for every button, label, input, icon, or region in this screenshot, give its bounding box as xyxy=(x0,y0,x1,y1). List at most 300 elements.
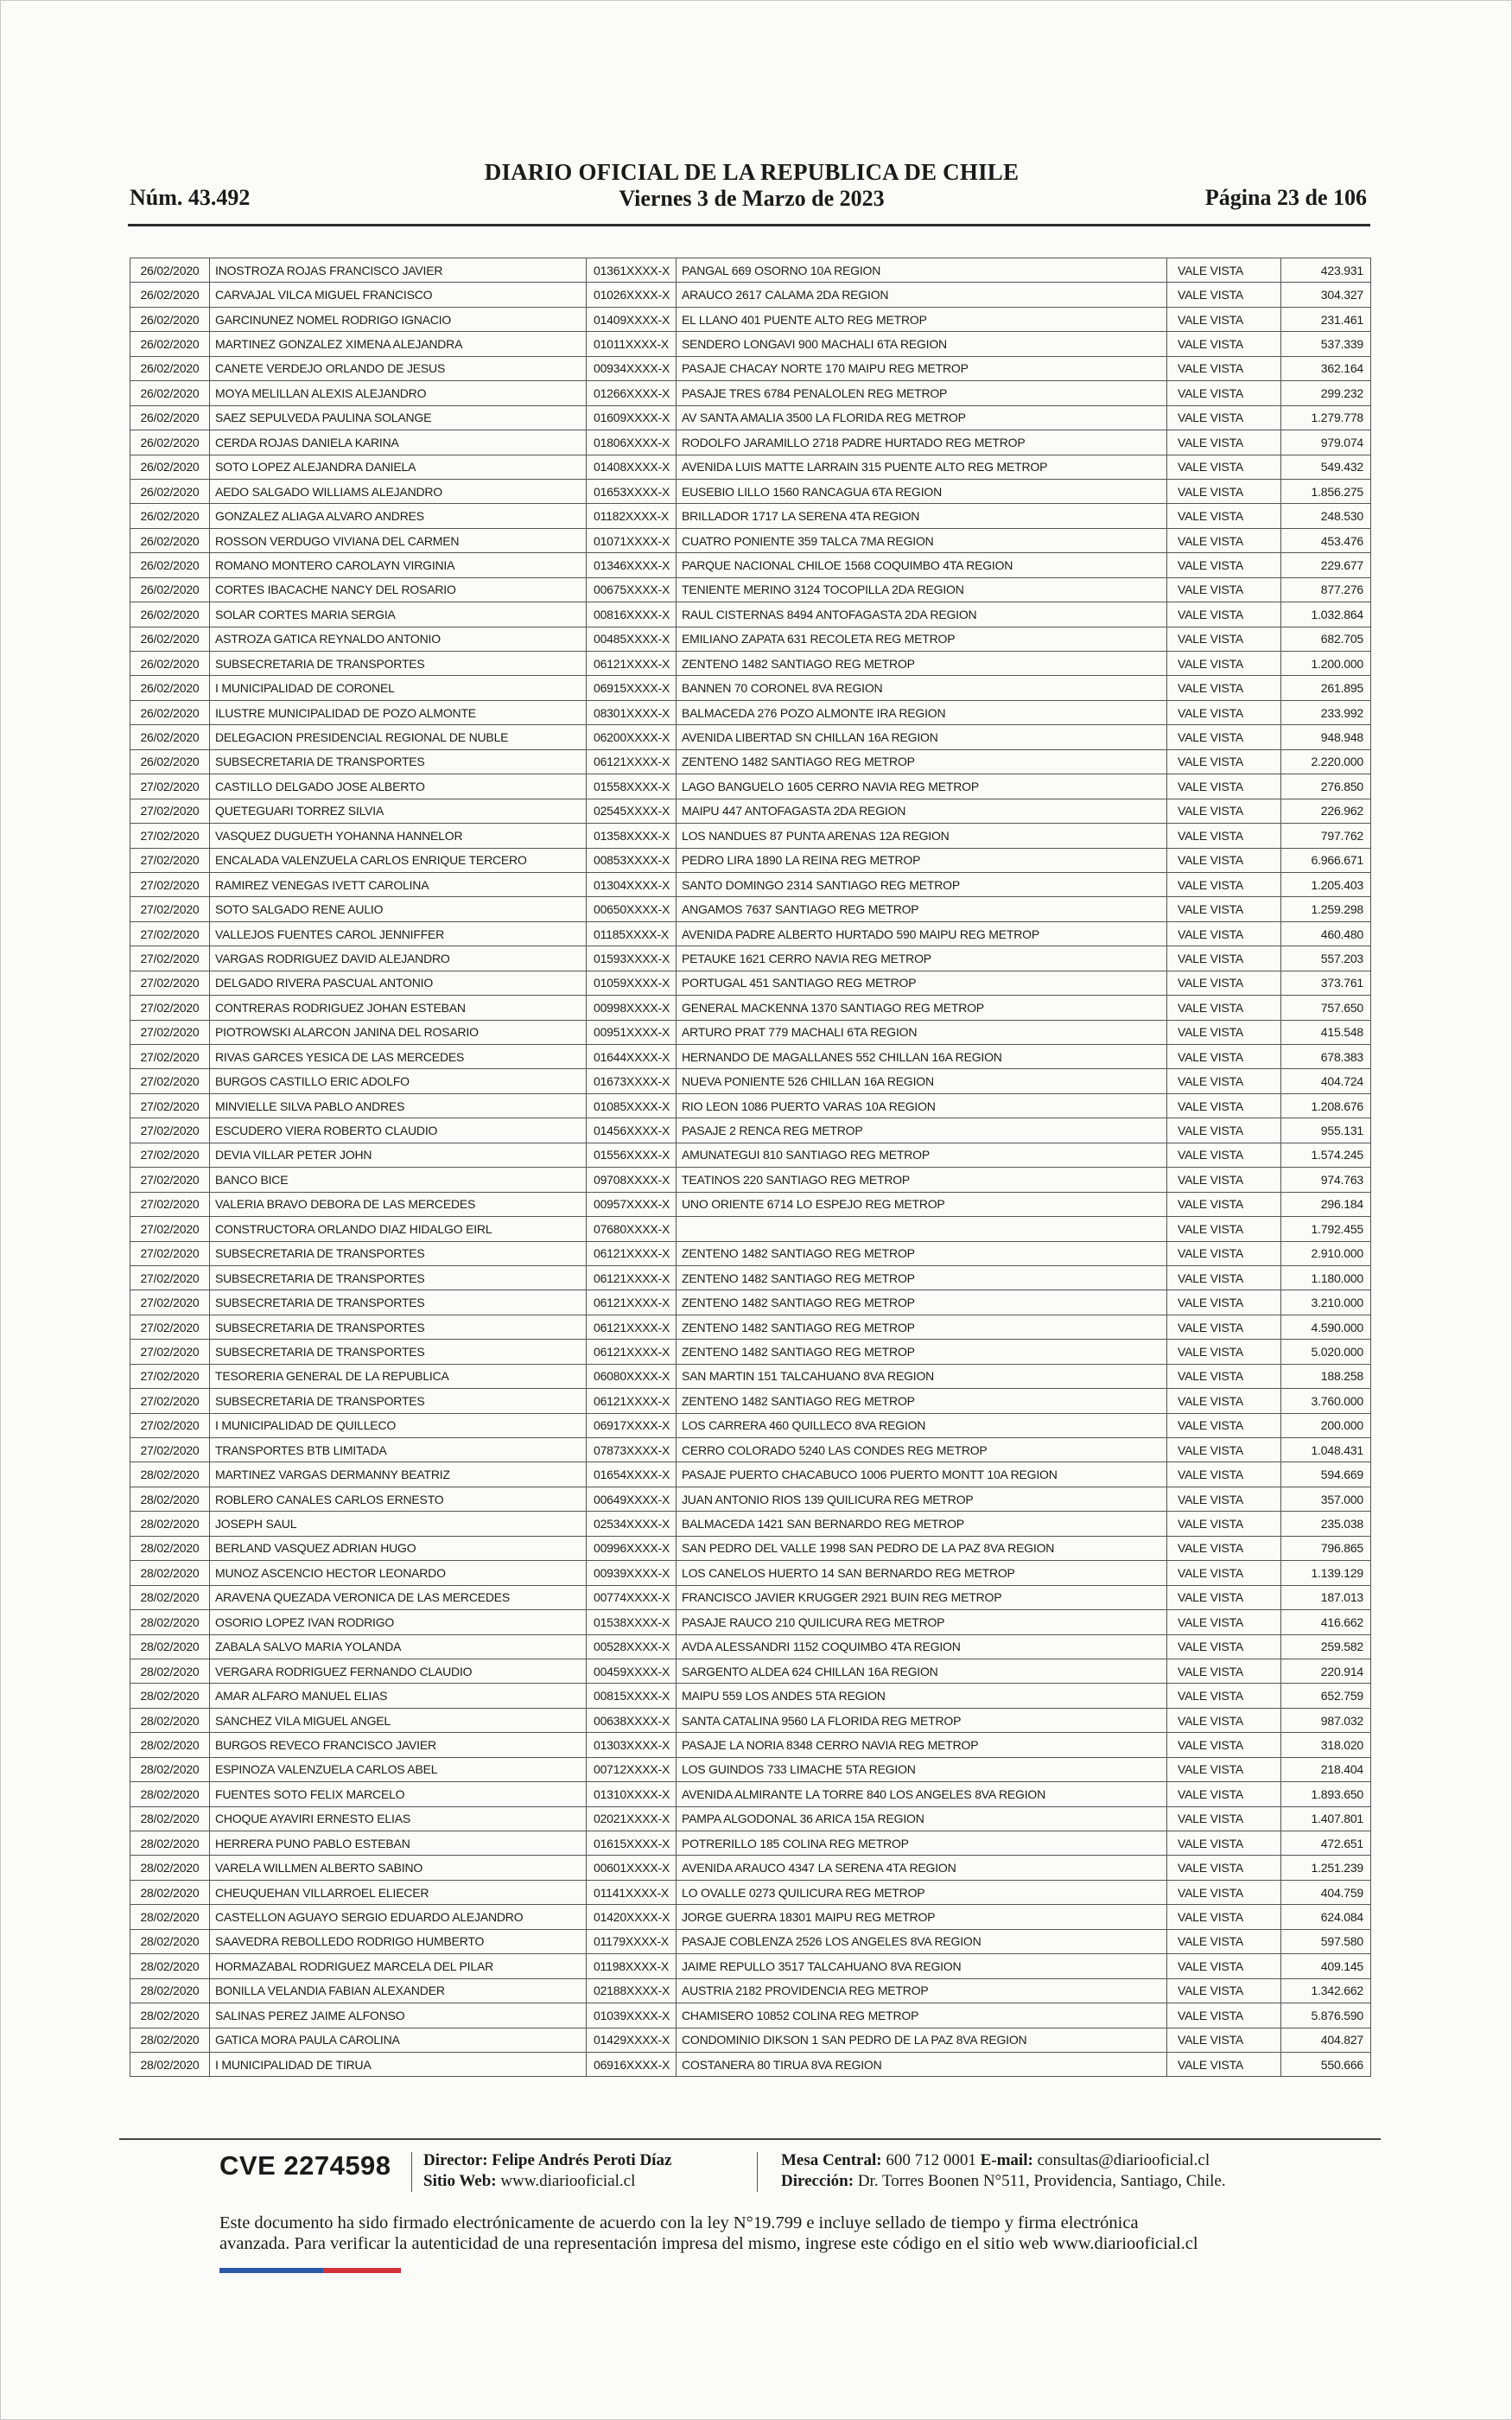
table-row xyxy=(130,1831,1371,1856)
beneficiary-rut-cell: 01179XXXX-X xyxy=(587,1929,677,1953)
beneficiary-rut-cell: 02545XXXX-X xyxy=(587,799,677,823)
beneficiary-address-cell: UNO ORIENTE 6714 LO ESPEJO REG METROP xyxy=(677,1192,1167,1216)
payment-method-cell: VALE VISTA xyxy=(1167,946,1281,971)
beneficiary-rut-cell: 00957XXXX-X xyxy=(587,1192,677,1216)
beneficiary-address-cell: LAGO BANGUELO 1605 CERRO NAVIA REG METROP xyxy=(677,774,1167,799)
table-row xyxy=(130,1929,1371,1953)
payment-method-cell: VALE VISTA xyxy=(1167,2052,1281,2076)
payment-amount-cell: 248.530 xyxy=(1281,504,1371,528)
payment-date-cell: 26/02/2020 xyxy=(130,430,210,455)
payment-date-cell: 27/02/2020 xyxy=(130,971,210,995)
payment-date-cell: 28/02/2020 xyxy=(130,1929,210,1953)
payment-amount-cell: 1.342.662 xyxy=(1281,1978,1371,2003)
payment-date-cell: 28/02/2020 xyxy=(130,1880,210,1904)
payment-date-cell: 26/02/2020 xyxy=(130,356,210,380)
payment-method-cell: VALE VISTA xyxy=(1167,258,1281,283)
table-row xyxy=(130,676,1371,700)
payment-amount-cell: 550.666 xyxy=(1281,2052,1371,2076)
payment-method-cell: VALE VISTA xyxy=(1167,799,1281,823)
table-row xyxy=(130,2003,1371,2028)
payment-method-cell: VALE VISTA xyxy=(1167,1241,1281,1265)
beneficiary-name-cell: SOTO LOPEZ ALEJANDRA DANIELA xyxy=(210,455,587,479)
beneficiary-address-cell: GENERAL MACKENNA 1370 SANTIAGO REG METROP xyxy=(677,996,1167,1020)
beneficiary-rut-cell: 00853XXXX-X xyxy=(587,848,677,872)
beneficiary-name-cell: HORMAZABAL RODRIGUEZ MARCELA DEL PILAR xyxy=(210,1954,587,1978)
beneficiary-address-cell: PASAJE LA NORIA 8348 CERRO NAVIA REG METROP xyxy=(677,1733,1167,1757)
beneficiary-address-cell: AV SANTA AMALIA 3500 LA FLORIDA REG METROP xyxy=(677,405,1167,430)
payment-amount-cell: 652.759 xyxy=(1281,1684,1371,1708)
table-row xyxy=(130,1684,1371,1708)
payment-date-cell: 28/02/2020 xyxy=(130,2052,210,2076)
beneficiary-rut-cell: 01310XXXX-X xyxy=(587,1782,677,1806)
payment-method-cell: VALE VISTA xyxy=(1167,1340,1281,1364)
payment-amount-cell: 877.276 xyxy=(1281,577,1371,602)
issue-number: Núm. 43.492 xyxy=(130,185,251,210)
payment-amount-cell: 955.131 xyxy=(1281,1118,1371,1143)
payment-date-cell: 27/02/2020 xyxy=(130,921,210,946)
beneficiary-address-cell: JUAN ANTONIO RIOS 139 QUILICURA REG METROP xyxy=(677,1487,1167,1511)
beneficiary-address-cell: AVENIDA ALMIRANTE LA TORRE 840 LOS ANGELES 8VA REGION xyxy=(677,1782,1167,1806)
beneficiary-rut-cell: 06916XXXX-X xyxy=(587,2052,677,2076)
beneficiary-address-cell: HERNANDO DE MAGALLANES 552 CHILLAN 16A REGION xyxy=(677,1045,1167,1069)
footer-rule xyxy=(119,2138,1381,2140)
beneficiary-name-cell: SUBSECRETARIA DE TRANSPORTES xyxy=(210,1290,587,1315)
beneficiary-rut-cell: 01346XXXX-X xyxy=(587,553,677,577)
beneficiary-rut-cell: 01409XXXX-X xyxy=(587,307,677,331)
payment-method-cell: VALE VISTA xyxy=(1167,1069,1281,1093)
beneficiary-address-cell: PETAUKE 1621 CERRO NAVIA REG METROP xyxy=(677,946,1167,971)
table-row xyxy=(130,1438,1371,1462)
beneficiary-name-cell: I MUNICIPALIDAD DE CORONEL xyxy=(210,676,587,700)
table-row xyxy=(130,381,1371,405)
payment-amount-cell: 187.013 xyxy=(1281,1585,1371,1609)
payment-amount-cell: 231.461 xyxy=(1281,307,1371,331)
table-row xyxy=(130,1168,1371,1192)
beneficiary-name-cell: AEDO SALGADO WILLIAMS ALEJANDRO xyxy=(210,479,587,503)
beneficiary-rut-cell: 01593XXXX-X xyxy=(587,946,677,971)
payment-date-cell: 27/02/2020 xyxy=(130,1389,210,1413)
table-row xyxy=(130,946,1371,971)
beneficiary-address-cell: PORTUGAL 451 SANTIAGO REG METROP xyxy=(677,971,1167,995)
payment-amount-cell: 362.164 xyxy=(1281,356,1371,380)
beneficiary-rut-cell: 06200XXXX-X xyxy=(587,725,677,749)
payment-date-cell: 26/02/2020 xyxy=(130,749,210,774)
payment-date-cell: 27/02/2020 xyxy=(130,1438,210,1462)
beneficiary-address-cell: LO OVALLE 0273 QUILICURA REG METROP xyxy=(677,1880,1167,1904)
beneficiary-name-cell: MINVIELLE SILVA PABLO ANDRES xyxy=(210,1093,587,1118)
beneficiary-rut-cell: 01538XXXX-X xyxy=(587,1610,677,1634)
beneficiary-name-cell: OSORIO LOPEZ IVAN RODRIGO xyxy=(210,1610,587,1634)
beneficiary-rut-cell: 09708XXXX-X xyxy=(587,1168,677,1192)
payment-date-cell: 26/02/2020 xyxy=(130,602,210,627)
beneficiary-name-cell: ESCUDERO VIERA ROBERTO CLAUDIO xyxy=(210,1118,587,1143)
payment-method-cell: VALE VISTA xyxy=(1167,774,1281,799)
beneficiary-rut-cell: 08301XXXX-X xyxy=(587,700,677,724)
payment-method-cell: VALE VISTA xyxy=(1167,921,1281,946)
beneficiary-rut-cell: 01026XXXX-X xyxy=(587,283,677,307)
beneficiary-rut-cell: 01456XXXX-X xyxy=(587,1118,677,1143)
payment-date-cell: 26/02/2020 xyxy=(130,652,210,676)
payment-amount-cell: 1.208.676 xyxy=(1281,1093,1371,1118)
beneficiary-address-cell: ANGAMOS 7637 SANTIAGO REG METROP xyxy=(677,897,1167,921)
beneficiary-address-cell: BRILLADOR 1717 LA SERENA 4TA REGION xyxy=(677,504,1167,528)
table-row xyxy=(130,1020,1371,1044)
beneficiary-address-cell: AVDA ALESSANDRI 1152 COQUIMBO 4TA REGION xyxy=(677,1634,1167,1659)
table-row xyxy=(130,1585,1371,1609)
beneficiary-name-cell: CASTELLON AGUAYO SERGIO EDUARDO ALEJANDRO xyxy=(210,1905,587,1929)
payment-date-cell: 27/02/2020 xyxy=(130,897,210,921)
beneficiary-address-cell: LOS CARRERA 460 QUILLECO 8VA REGION xyxy=(677,1413,1167,1437)
beneficiary-name-cell: DELEGACION PRESIDENCIAL REGIONAL DE NUBLE xyxy=(210,725,587,749)
payment-amount-cell: 299.232 xyxy=(1281,381,1371,405)
beneficiary-address-cell: RIO LEON 1086 PUERTO VARAS 10A REGION xyxy=(677,1093,1167,1118)
beneficiary-name-cell: ROSSON VERDUGO VIVIANA DEL CARMEN xyxy=(210,528,587,552)
payment-method-cell: VALE VISTA xyxy=(1167,1561,1281,1585)
payment-method-cell: VALE VISTA xyxy=(1167,1487,1281,1511)
mesa-label: Mesa Central: xyxy=(781,2151,882,2169)
table-row xyxy=(130,1093,1371,1118)
payment-amount-cell: 979.074 xyxy=(1281,430,1371,455)
beneficiary-rut-cell: 01059XXXX-X xyxy=(587,971,677,995)
table-row xyxy=(130,602,1371,627)
beneficiary-name-cell: VERGARA RODRIGUEZ FERNANDO CLAUDIO xyxy=(210,1659,587,1683)
payment-date-cell: 26/02/2020 xyxy=(130,627,210,651)
beneficiary-name-cell: JOSEPH SAUL xyxy=(210,1512,587,1536)
payment-date-cell: 27/02/2020 xyxy=(130,1340,210,1364)
payment-method-cell: VALE VISTA xyxy=(1167,1905,1281,1929)
payments-table-wrap xyxy=(130,258,1370,2077)
table-row xyxy=(130,872,1371,896)
web-link[interactable]: www.diariooficial.cl xyxy=(500,2172,636,2190)
legal-notice xyxy=(219,2213,1291,2254)
beneficiary-name-cell: CONSTRUCTORA ORLANDO DIAZ HIDALGO EIRL xyxy=(210,1217,587,1241)
beneficiary-name-cell: CONTRERAS RODRIGUEZ JOHAN ESTEBAN xyxy=(210,996,587,1020)
payment-method-cell: VALE VISTA xyxy=(1167,381,1281,405)
payment-amount-cell: 1.574.245 xyxy=(1281,1143,1371,1167)
payment-method-cell: VALE VISTA xyxy=(1167,848,1281,872)
payment-date-cell: 27/02/2020 xyxy=(130,799,210,823)
beneficiary-rut-cell: 00951XXXX-X xyxy=(587,1020,677,1044)
payment-amount-cell: 226.962 xyxy=(1281,799,1371,823)
table-row xyxy=(130,824,1371,848)
beneficiary-name-cell: QUETEGUARI TORREZ SILVIA xyxy=(210,799,587,823)
payment-date-cell: 27/02/2020 xyxy=(130,1143,210,1167)
payment-method-cell: VALE VISTA xyxy=(1167,1782,1281,1806)
beneficiary-address-cell: ZENTENO 1482 SANTIAGO REG METROP xyxy=(677,1241,1167,1265)
beneficiary-name-cell: TRANSPORTES BTB LIMITADA xyxy=(210,1438,587,1462)
beneficiary-address-cell: AUSTRIA 2182 PROVIDENCIA REG METROP xyxy=(677,1978,1167,2003)
table-row xyxy=(130,258,1371,283)
beneficiary-name-cell: INOSTROZA ROJAS FRANCISCO JAVIER xyxy=(210,258,587,283)
payment-amount-cell: 1.180.000 xyxy=(1281,1265,1371,1290)
payment-method-cell: VALE VISTA xyxy=(1167,332,1281,356)
beneficiary-address-cell: AMUNATEGUI 810 SANTIAGO REG METROP xyxy=(677,1143,1167,1167)
payment-date-cell: 28/02/2020 xyxy=(130,1782,210,1806)
beneficiary-name-cell: VALERIA BRAVO DEBORA DE LAS MERCEDES xyxy=(210,1192,587,1216)
table-row xyxy=(130,528,1371,552)
payment-method-cell: VALE VISTA xyxy=(1167,1168,1281,1192)
table-row xyxy=(130,504,1371,528)
beneficiary-address-cell: TEATINOS 220 SANTIAGO REG METROP xyxy=(677,1168,1167,1192)
email-link[interactable]: consultas@diariooficial.cl xyxy=(1037,2151,1210,2169)
table-row xyxy=(130,774,1371,799)
payment-amount-cell: 2.910.000 xyxy=(1281,1241,1371,1265)
beneficiary-rut-cell: 01185XXXX-X xyxy=(587,921,677,946)
beneficiary-name-cell: DELGADO RIVERA PASCUAL ANTONIO xyxy=(210,971,587,995)
beneficiary-address-cell xyxy=(677,1217,1167,1241)
payment-method-cell: VALE VISTA xyxy=(1167,1143,1281,1167)
payment-amount-cell: 318.020 xyxy=(1281,1733,1371,1757)
payment-amount-cell: 304.327 xyxy=(1281,283,1371,307)
table-row xyxy=(130,1462,1371,1487)
table-row xyxy=(130,725,1371,749)
beneficiary-address-cell: BANNEN 70 CORONEL 8VA REGION xyxy=(677,676,1167,700)
table-row xyxy=(130,1978,1371,2003)
beneficiary-rut-cell: 06121XXXX-X xyxy=(587,1265,677,1290)
payment-date-cell: 28/02/2020 xyxy=(130,1684,210,1708)
beneficiary-address-cell: JAIME REPULLO 3517 TALCAHUANO 8VA REGION xyxy=(677,1954,1167,1978)
beneficiary-name-cell: GARCINUNEZ NOMEL RODRIGO IGNACIO xyxy=(210,307,587,331)
beneficiary-address-cell: SANTO DOMINGO 2314 SANTIAGO REG METROP xyxy=(677,872,1167,896)
table-row xyxy=(130,1265,1371,1290)
payment-method-cell: VALE VISTA xyxy=(1167,1217,1281,1241)
beneficiary-address-cell: PASAJE CHACAY NORTE 170 MAIPU REG METROP xyxy=(677,356,1167,380)
payment-method-cell: VALE VISTA xyxy=(1167,1118,1281,1143)
beneficiary-rut-cell: 01198XXXX-X xyxy=(587,1954,677,1978)
payment-method-cell: VALE VISTA xyxy=(1167,283,1281,307)
payment-date-cell: 28/02/2020 xyxy=(130,1659,210,1683)
beneficiary-name-cell: I MUNICIPALIDAD DE TIRUA xyxy=(210,2052,587,2076)
table-row xyxy=(130,1290,1371,1315)
table-row xyxy=(130,455,1371,479)
header-center xyxy=(130,159,1374,213)
table-row xyxy=(130,405,1371,430)
beneficiary-address-cell: ZENTENO 1482 SANTIAGO REG METROP xyxy=(677,1315,1167,1339)
beneficiary-address-cell: FRANCISCO JAVIER KRUGGER 2921 BUIN REG METROP xyxy=(677,1585,1167,1609)
payment-amount-cell: 948.948 xyxy=(1281,725,1371,749)
beneficiary-rut-cell: 01266XXXX-X xyxy=(587,381,677,405)
payment-method-cell: VALE VISTA xyxy=(1167,307,1281,331)
beneficiary-name-cell: SUBSECRETARIA DE TRANSPORTES xyxy=(210,1265,587,1290)
payment-amount-cell: 594.669 xyxy=(1281,1462,1371,1487)
payment-date-cell: 26/02/2020 xyxy=(130,381,210,405)
payment-amount-cell: 624.084 xyxy=(1281,1905,1371,1929)
table-row xyxy=(130,1708,1371,1732)
beneficiary-rut-cell: 00996XXXX-X xyxy=(587,1536,677,1560)
mesa-phone: 600 712 0001 xyxy=(886,2151,976,2169)
payment-date-cell: 26/02/2020 xyxy=(130,553,210,577)
beneficiary-address-cell: JORGE GUERRA 18301 MAIPU REG METROP xyxy=(677,1905,1167,1929)
beneficiary-rut-cell: 00650XXXX-X xyxy=(587,897,677,921)
payment-amount-cell: 415.548 xyxy=(1281,1020,1371,1044)
beneficiary-rut-cell: 06080XXXX-X xyxy=(587,1364,677,1388)
beneficiary-rut-cell: 00675XXXX-X xyxy=(587,577,677,602)
beneficiary-address-cell: BALMACEDA 1421 SAN BERNARDO REG METROP xyxy=(677,1512,1167,1536)
beneficiary-address-cell: POTRERILLO 185 COLINA REG METROP xyxy=(677,1831,1167,1856)
payment-date-cell: 27/02/2020 xyxy=(130,1241,210,1265)
beneficiary-address-cell: ZENTENO 1482 SANTIAGO REG METROP xyxy=(677,1265,1167,1290)
payment-date-cell: 27/02/2020 xyxy=(130,1168,210,1192)
table-row xyxy=(130,1192,1371,1216)
beneficiary-address-cell: PANGAL 669 OSORNO 10A REGION xyxy=(677,258,1167,283)
table-row xyxy=(130,1782,1371,1806)
table-row xyxy=(130,479,1371,503)
payment-amount-cell: 597.580 xyxy=(1281,1929,1371,1953)
payment-date-cell: 28/02/2020 xyxy=(130,1806,210,1831)
table-row xyxy=(130,1045,1371,1069)
beneficiary-rut-cell: 06917XXXX-X xyxy=(587,1413,677,1437)
beneficiary-address-cell: COSTANERA 80 TIRUA 8VA REGION xyxy=(677,2052,1167,2076)
beneficiary-rut-cell: 00485XXXX-X xyxy=(587,627,677,651)
payment-amount-cell: 3.760.000 xyxy=(1281,1389,1371,1413)
beneficiary-rut-cell: 06121XXXX-X xyxy=(587,1389,677,1413)
payment-date-cell: 27/02/2020 xyxy=(130,1020,210,1044)
payment-date-cell: 28/02/2020 xyxy=(130,1757,210,1781)
table-row xyxy=(130,1069,1371,1093)
payment-amount-cell: 409.145 xyxy=(1281,1954,1371,1978)
beneficiary-address-cell: MAIPU 447 ANTOFAGASTA 2DA REGION xyxy=(677,799,1167,823)
payment-date-cell: 27/02/2020 xyxy=(130,1045,210,1069)
table-row xyxy=(130,1757,1371,1781)
table-row xyxy=(130,2028,1371,2052)
beneficiary-name-cell: GONZALEZ ALIAGA ALVARO ANDRES xyxy=(210,504,587,528)
table-row xyxy=(130,1634,1371,1659)
payment-date-cell: 27/02/2020 xyxy=(130,1217,210,1241)
beneficiary-name-cell: SANCHEZ VILA MIGUEL ANGEL xyxy=(210,1708,587,1732)
payment-amount-cell: 4.590.000 xyxy=(1281,1315,1371,1339)
payment-method-cell: VALE VISTA xyxy=(1167,1020,1281,1044)
beneficiary-name-cell: ROBLERO CANALES CARLOS ERNESTO xyxy=(210,1487,587,1511)
table-row xyxy=(130,749,1371,774)
beneficiary-rut-cell: 01653XXXX-X xyxy=(587,479,677,503)
payment-date-cell: 28/02/2020 xyxy=(130,1561,210,1585)
beneficiary-rut-cell: 00638XXXX-X xyxy=(587,1708,677,1732)
beneficiary-rut-cell: 06121XXXX-X xyxy=(587,1241,677,1265)
payment-method-cell: VALE VISTA xyxy=(1167,1585,1281,1609)
beneficiary-rut-cell: 02534XXXX-X xyxy=(587,1512,677,1536)
beneficiary-address-cell: CHAMISERO 10852 COLINA REG METROP xyxy=(677,2003,1167,2028)
table-row xyxy=(130,1856,1371,1880)
table-row xyxy=(130,1364,1371,1388)
beneficiary-name-cell: SUBSECRETARIA DE TRANSPORTES xyxy=(210,1389,587,1413)
beneficiary-address-cell: PASAJE COBLENZA 2526 LOS ANGELES 8VA REGION xyxy=(677,1929,1167,1953)
beneficiary-name-cell: CARVAJAL VILCA MIGUEL FRANCISCO xyxy=(210,283,587,307)
beneficiary-rut-cell: 06121XXXX-X xyxy=(587,652,677,676)
table-row xyxy=(130,577,1371,602)
payment-amount-cell: 460.480 xyxy=(1281,921,1371,946)
flag-stripe-red xyxy=(323,2268,401,2273)
payment-method-cell: VALE VISTA xyxy=(1167,2028,1281,2052)
payment-method-cell: VALE VISTA xyxy=(1167,430,1281,455)
beneficiary-rut-cell: 07873XXXX-X xyxy=(587,1438,677,1462)
beneficiary-address-cell: AVENIDA PADRE ALBERTO HURTADO 590 MAIPU REG METROP xyxy=(677,921,1167,946)
payment-amount-cell: 259.582 xyxy=(1281,1634,1371,1659)
table-row xyxy=(130,1143,1371,1167)
payment-amount-cell: 797.762 xyxy=(1281,824,1371,848)
beneficiary-rut-cell: 01654XXXX-X xyxy=(587,1462,677,1487)
beneficiary-rut-cell: 01806XXXX-X xyxy=(587,430,677,455)
payment-method-cell: VALE VISTA xyxy=(1167,528,1281,552)
beneficiary-rut-cell: 01609XXXX-X xyxy=(587,405,677,430)
payment-method-cell: VALE VISTA xyxy=(1167,356,1281,380)
payment-method-cell: VALE VISTA xyxy=(1167,1954,1281,1978)
table-row xyxy=(130,1905,1371,1929)
payment-method-cell: VALE VISTA xyxy=(1167,1831,1281,1856)
payment-method-cell: VALE VISTA xyxy=(1167,971,1281,995)
payment-method-cell: VALE VISTA xyxy=(1167,824,1281,848)
beneficiary-address-cell: CUATRO PONIENTE 359 TALCA 7MA REGION xyxy=(677,528,1167,552)
payment-method-cell: VALE VISTA xyxy=(1167,1856,1281,1880)
payment-amount-cell: 974.763 xyxy=(1281,1168,1371,1192)
payment-date-cell: 28/02/2020 xyxy=(130,1634,210,1659)
beneficiary-address-cell: SENDERO LONGAVI 900 MACHALI 6TA REGION xyxy=(677,332,1167,356)
table-row xyxy=(130,1241,1371,1265)
beneficiary-address-cell: NUEVA PONIENTE 526 CHILLAN 16A REGION xyxy=(677,1069,1167,1093)
beneficiary-name-cell: SUBSECRETARIA DE TRANSPORTES xyxy=(210,1340,587,1364)
payment-method-cell: VALE VISTA xyxy=(1167,1413,1281,1437)
beneficiary-rut-cell: 00998XXXX-X xyxy=(587,996,677,1020)
beneficiary-address-cell: CONDOMINIO DIKSON 1 SAN PEDRO DE LA PAZ 8VA REGION xyxy=(677,2028,1167,2052)
payment-amount-cell: 233.992 xyxy=(1281,700,1371,724)
payment-date-cell: 28/02/2020 xyxy=(130,1831,210,1856)
beneficiary-rut-cell: 01673XXXX-X xyxy=(587,1069,677,1093)
address-label: Dirección: xyxy=(781,2172,854,2190)
payment-amount-cell: 472.651 xyxy=(1281,1831,1371,1856)
beneficiary-address-cell: EL LLANO 401 PUENTE ALTO REG METROP xyxy=(677,307,1167,331)
payment-amount-cell: 682.705 xyxy=(1281,627,1371,651)
table-row xyxy=(130,897,1371,921)
payment-date-cell: 28/02/2020 xyxy=(130,1708,210,1732)
payment-date-cell: 28/02/2020 xyxy=(130,2028,210,2052)
beneficiary-name-cell: SAEZ SEPULVEDA PAULINA SOLANGE xyxy=(210,405,587,430)
table-row xyxy=(130,1389,1371,1413)
publication-date: Viernes 3 de Marzo de 2023 xyxy=(619,186,885,211)
payment-date-cell: 26/02/2020 xyxy=(130,405,210,430)
table-row xyxy=(130,1954,1371,1978)
cve-code: CVE 2274598 xyxy=(219,2150,391,2181)
payment-method-cell: VALE VISTA xyxy=(1167,1684,1281,1708)
beneficiary-address-cell: AVENIDA LIBERTAD SN CHILLAN 16A REGION xyxy=(677,725,1167,749)
payment-amount-cell: 678.383 xyxy=(1281,1045,1371,1069)
beneficiary-name-cell: SOTO SALGADO RENE AULIO xyxy=(210,897,587,921)
payment-date-cell: 26/02/2020 xyxy=(130,455,210,479)
beneficiary-address-cell: EMILIANO ZAPATA 631 RECOLETA REG METROP xyxy=(677,627,1167,651)
beneficiary-rut-cell: 00815XXXX-X xyxy=(587,1684,677,1708)
beneficiary-address-cell: SARGENTO ALDEA 624 CHILLAN 16A REGION xyxy=(677,1659,1167,1683)
beneficiary-name-cell: CANETE VERDEJO ORLANDO DE JESUS xyxy=(210,356,587,380)
table-row xyxy=(130,1413,1371,1437)
table-row xyxy=(130,700,1371,724)
payment-date-cell: 28/02/2020 xyxy=(130,1978,210,2003)
beneficiary-rut-cell: 01420XXXX-X xyxy=(587,1905,677,1929)
beneficiary-address-cell: ARTURO PRAT 779 MACHALI 6TA REGION xyxy=(677,1020,1167,1044)
payment-date-cell: 26/02/2020 xyxy=(130,332,210,356)
payment-date-cell: 26/02/2020 xyxy=(130,577,210,602)
page-number: Página 23 de 106 xyxy=(1204,185,1367,210)
table-row xyxy=(130,1487,1371,1511)
payment-date-cell: 27/02/2020 xyxy=(130,1265,210,1290)
beneficiary-address-cell: RODOLFO JARAMILLO 2718 PADRE HURTADO REG METROP xyxy=(677,430,1167,455)
payment-date-cell: 26/02/2020 xyxy=(130,676,210,700)
beneficiary-name-cell: CASTILLO DELGADO JOSE ALBERTO xyxy=(210,774,587,799)
payment-method-cell: VALE VISTA xyxy=(1167,1708,1281,1732)
beneficiary-address-cell: TENIENTE MERINO 3124 TOCOPILLA 2DA REGION xyxy=(677,577,1167,602)
table-row xyxy=(130,996,1371,1020)
table-row xyxy=(130,848,1371,872)
beneficiary-name-cell: SAAVEDRA REBOLLEDO RODRIGO HUMBERTO xyxy=(210,1929,587,1953)
director-name: Felipe Andrés Peroti Díaz xyxy=(492,2151,672,2169)
payment-amount-cell: 404.759 xyxy=(1281,1880,1371,1904)
